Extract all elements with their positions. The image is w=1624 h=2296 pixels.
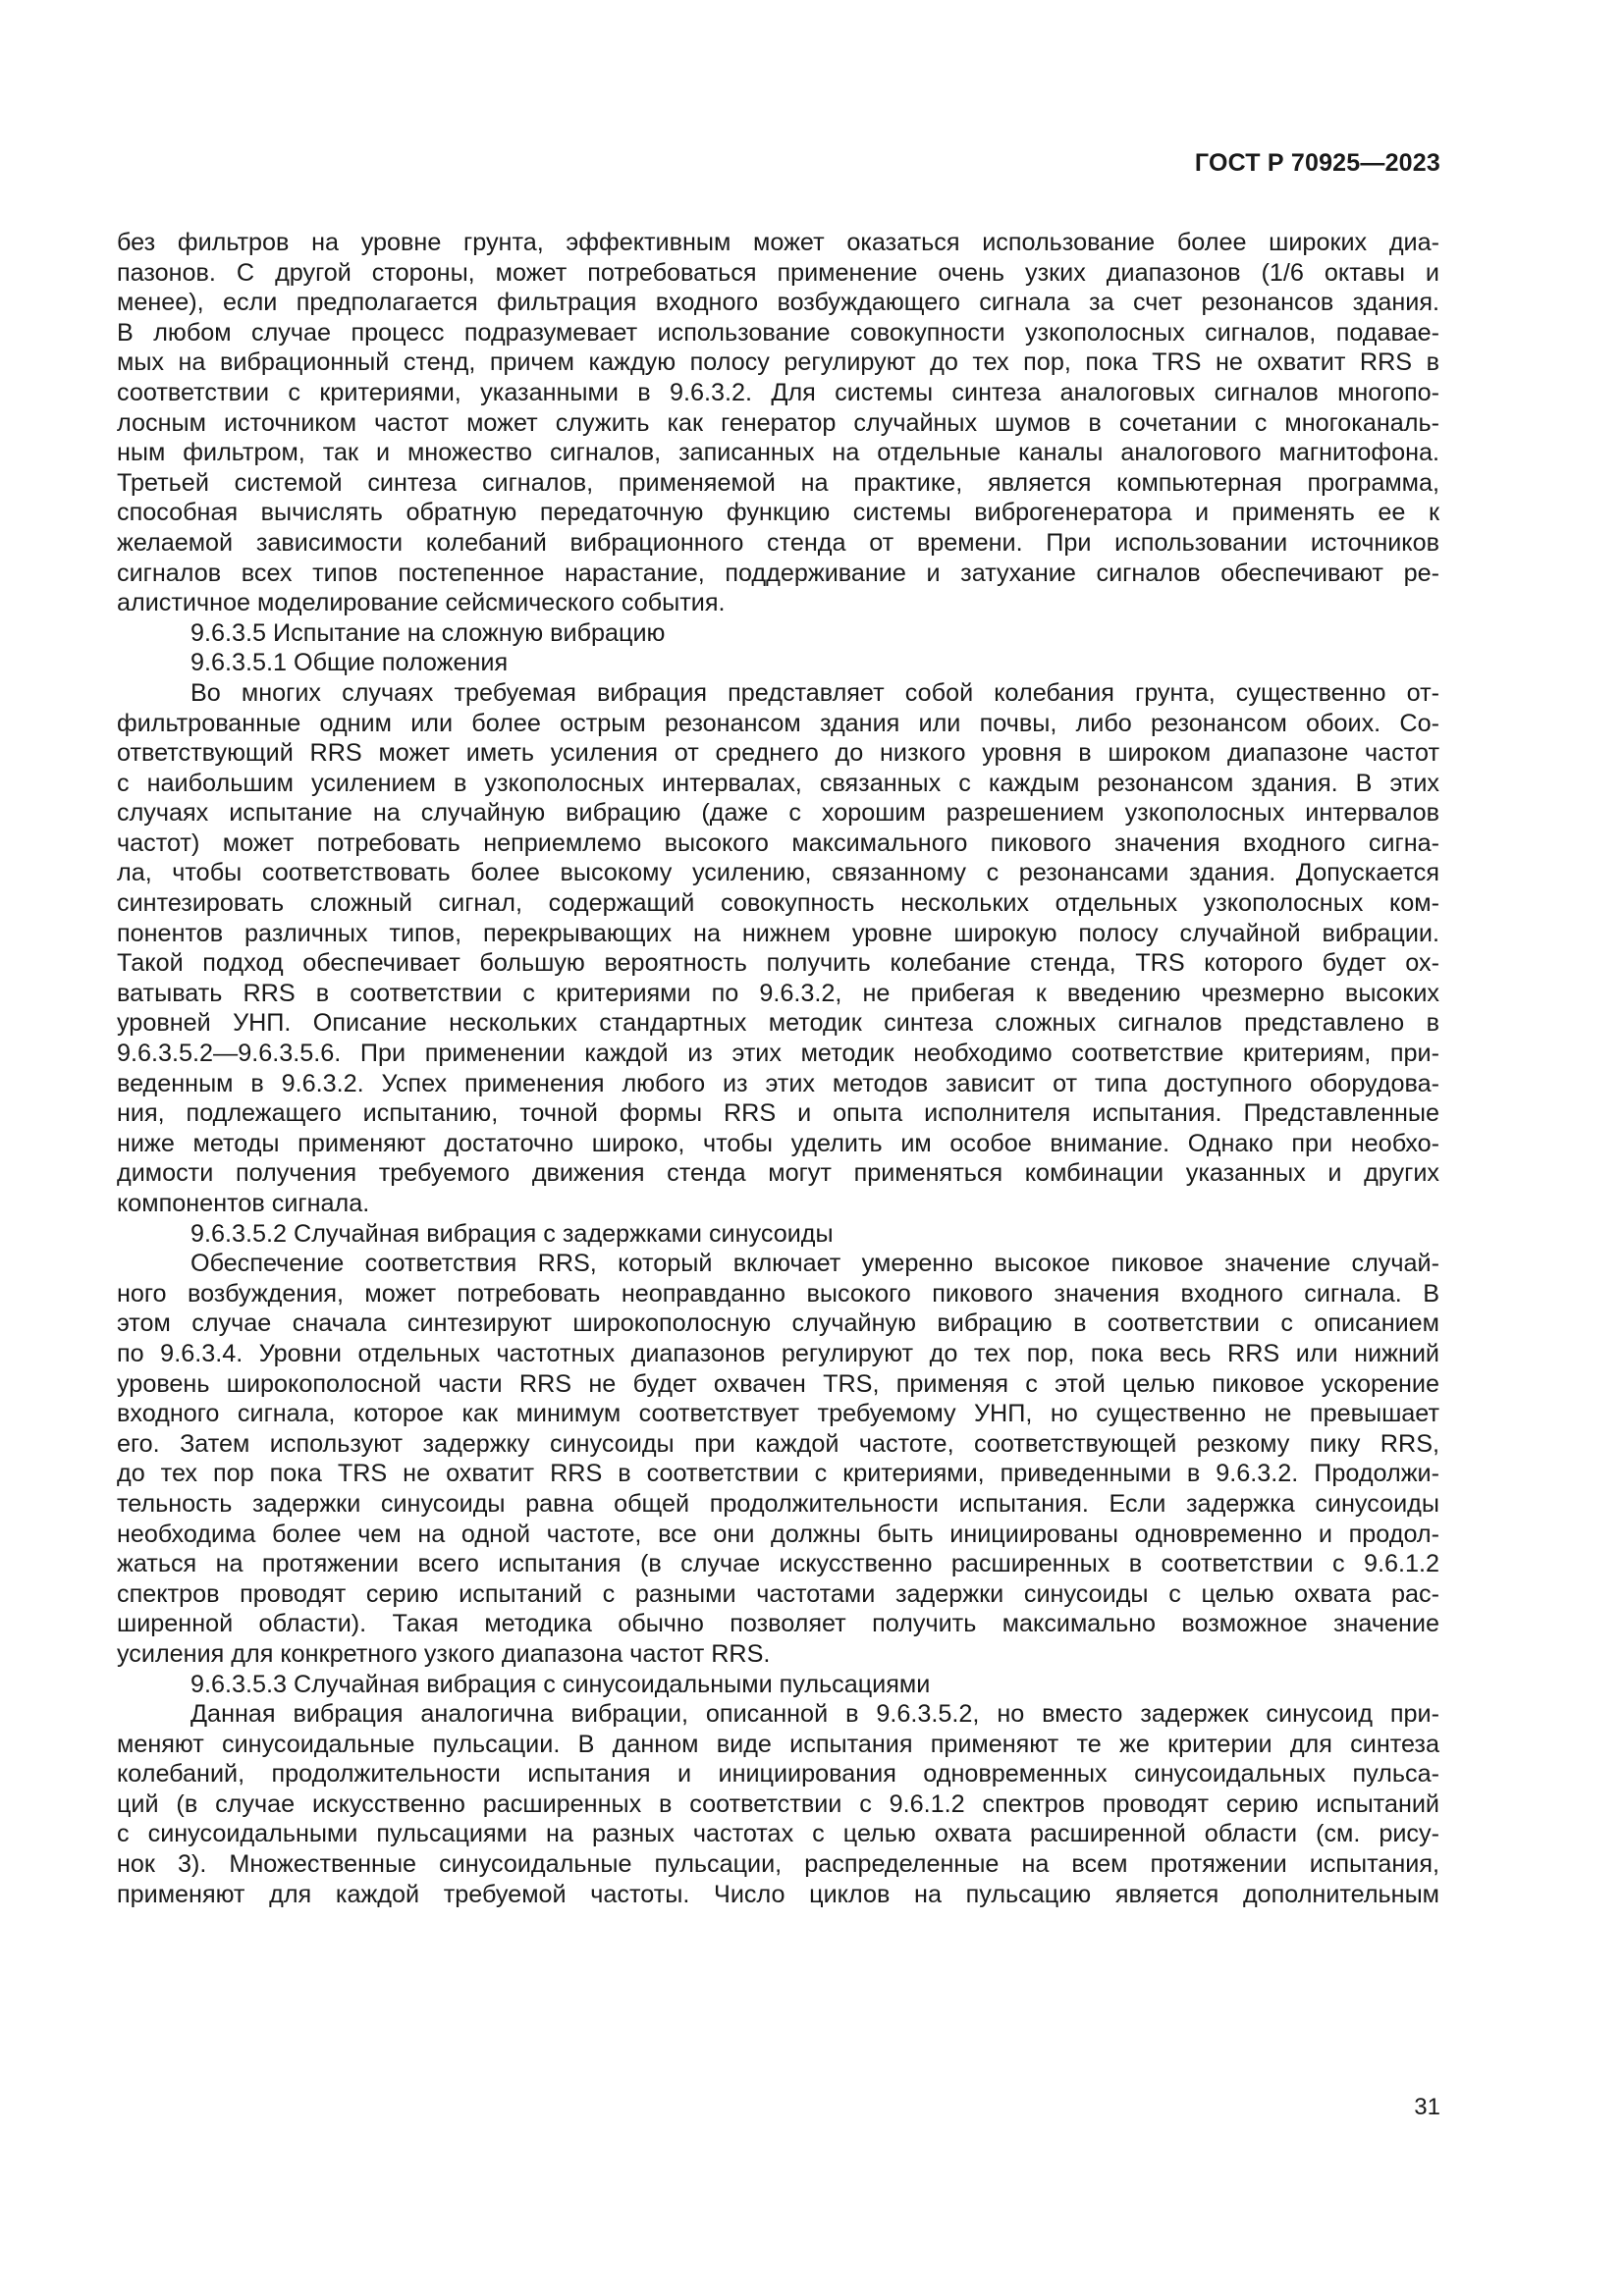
section-heading: 9.6.3.5.2 Случайная вибрация с задержками синусоиды [190, 1219, 834, 1248]
text-line: желаемой зависимости колебаний вибрационного стенда от времени. При использовании источников [117, 528, 1439, 557]
text-line: Обеспечение соответствия RRS, который включает умеренно высокое пиковое значение случай- [190, 1250, 1439, 1278]
text-line: менее), если предполагается фильтрация входного возбуждающего сигнала за счет резонансов здания. [117, 289, 1439, 317]
text-line: димости получения требуемого движения стенда могут применяться комбинации указанных и других [117, 1159, 1439, 1188]
text-line: алистичное моделирование сейсмического события. [117, 589, 726, 617]
text-line: колебаний, продолжительности испытания и инициирования одновременных синусоидальных пульса- [117, 1760, 1439, 1789]
text-line: В любом случае процесс подразумевает использование совокупности узкополосных сигналов, подавае- [117, 318, 1439, 347]
text-line: ватывать RRS в соответствии с критериями по 9.6.3.2, не прибегая к введению чрезмерно высоких [117, 979, 1439, 1007]
text-line: Такой подход обеспечивает большую вероятность получить колебание стенда, TRS которого будет ох- [117, 949, 1439, 978]
text-line: усиления для конкретного узкого диапазона частот RRS. [117, 1639, 771, 1668]
text-line: ния, подлежащего испытанию, точной формы RRS и опыта исполнителя испытания. Представленные [117, 1099, 1439, 1128]
text-line: ного возбуждения, может потребовать неоправданно высокого пикового значения входного сигнала. В [117, 1279, 1439, 1308]
text-line: 9.6.3.5.2—9.6.3.5.6. При применении каждой из этих методик необходимо соответствие критериям, при- [117, 1040, 1439, 1068]
text-line: компонентов сигнала. [117, 1190, 370, 1217]
section-heading: 9.6.3.5.1 Общие положения [190, 649, 509, 677]
text-line: тельность задержки синусоиды равна общей продолжительности испытания. Если задержка синусоиды [117, 1489, 1439, 1518]
text-line: входного сигнала, которое как минимум соответствует требуемому УНП, но существенно не превышает [117, 1400, 1439, 1428]
text-line: нок 3). Множественные синусоидальные пульсации, распределенные на всем протяжении испытания, [117, 1850, 1439, 1879]
text-line: с наибольшим усилением в узкополосных интервалах, связанных с каждым резонансом здания. В этих [117, 769, 1439, 797]
document-body [117, 228, 1439, 1909]
text-line: меняют синусоидальные пульсации. В данном виде испытания применяют те же критерии для синтеза [117, 1730, 1439, 1758]
text-line: сигналов всех типов постепенное нарастание, поддерживание и затухание сигналов обеспечивают ре- [117, 559, 1439, 587]
text-line: пазонов. С другой стороны, может потребоваться применение очень узких диапазонов (1/6 октавы и [117, 258, 1439, 287]
text-line: жаться на протяжении всего испытания (в случае искусственно расширенных в соответствии с 9.6.1.2 [117, 1550, 1439, 1578]
text-line: частот) может потребовать неприемлемо высокого максимального пикового значения входного сигна- [117, 828, 1439, 857]
text-line: веденным в 9.6.3.2. Успех применения любого из этих методов зависит от типа доступного оборудова- [117, 1069, 1439, 1097]
text-line: уровень широкополосной части RRS не будет охвачен TRS, применяя с этой целью пиковое ускорение [117, 1369, 1439, 1398]
text-line: необходима более чем на одной частоте, все они должны быть инициированы одновременно и продол- [117, 1520, 1439, 1548]
text-line: ций (в случае искусственно расширенных в соответствии с 9.6.1.2 спектров проводят серию испытаний [117, 1789, 1439, 1818]
document-header-standard-id: ГОСТ Р 70925—2023 [1194, 149, 1440, 177]
text-line: ным фильтром, так и множество сигналов, записанных на отдельные каналы аналогового магнитофона. [117, 439, 1439, 467]
paragraph [117, 678, 1439, 1219]
text-line: ответствующий RRS может иметь усиления от среднего до низкого уровня в широком диапазоне частот [117, 739, 1439, 768]
text-line: ла, чтобы соответствовать более высокому усилению, связанному с резонансами здания. Допускается [117, 859, 1439, 887]
text-line: ниже методы применяют достаточно широко, чтобы уделить им особое внимание. Однако при необхо- [117, 1129, 1439, 1157]
text-line: по 9.6.3.4. Уровни отдельных частотных диапазонов регулируют до тех пор, пока весь RRS или нижний [117, 1339, 1439, 1367]
text-line: фильтрованные одним или более острым резонансом здания или почвы, либо резонансом обоих. Со- [117, 709, 1439, 737]
text-line: его. Затем используют задержку синусоиды при каждой частоте, соответствующей резкому пику RRS, [117, 1429, 1439, 1458]
text-line: мых на вибрационный стенд, причем каждую полосу регулируют до тех пор, пока TRS не охватит RRS в [117, 348, 1439, 377]
text-line: Во многих случаях требуемая вибрация представляет собой колебания грунта, существенно от- [190, 678, 1439, 707]
text-line: случаях испытание на случайную вибрацию (даже с хорошим разрешением узкополосных интервалов [117, 799, 1439, 828]
text-line: синтезировать сложный сигнал, содержащий совокупность нескольких отдельных узкополосных ком- [117, 889, 1439, 918]
text-line: спектров проводят серию испытаний с разными частотами задержки синусоиды с целью охвата рас- [117, 1579, 1439, 1608]
paragraph [117, 1699, 1439, 1909]
text-line: лосным источником частот может служить как генератор случайных шумов в сочетании с многоканаль- [117, 408, 1439, 437]
text-line: ширенной области). Такая методика обычно позволяет получить максимально возможное значение [117, 1610, 1439, 1638]
text-line: понентов различных типов, перекрывающих на нижнем уровне широкую полосу случайной вибрации. [117, 919, 1439, 947]
paragraph [117, 1249, 1439, 1669]
text-line: этом случае сначала синтезируют широкополосную случайную вибрацию в соответствии с описанием [117, 1309, 1439, 1338]
text-line: соответствии с критериями, указанными в 9.6.3.2. Для системы синтеза аналоговых сигналов многопо- [117, 378, 1439, 406]
text-line: до тех пор пока TRS не охватит RRS в соответствии с критериями, приведенными в 9.6.3.2. Продолжи- [117, 1460, 1439, 1488]
section-heading: 9.6.3.5.3 Случайная вибрация с синусоидальными пульсациями [190, 1670, 931, 1698]
text-line: применяют для каждой требуемой частоты. Число циклов на пульсацию является дополнительным [117, 1880, 1439, 1908]
text-line: без фильтров на уровне грунта, эффективным может оказаться использование более широких диа- [117, 229, 1439, 256]
section-heading: 9.6.3.5 Испытание на сложную вибрацию [190, 618, 666, 647]
text-line: с синусоидальными пульсациями на разных частотах с целью охвата расширенной области (см. рису- [117, 1820, 1439, 1848]
text-line: Третьей системой синтеза сигналов, применяемой на практике, является компьютерная программа, [117, 468, 1439, 497]
page-number: 31 [1414, 2094, 1440, 2120]
text-line: уровней УНП. Описание нескольких стандартных методик синтеза сложных сигналов представлено в [117, 1009, 1439, 1038]
paragraph [117, 228, 1439, 618]
text-line: способная вычислять обратную передаточную функцию системы виброгенератора и применять ее к [117, 499, 1439, 527]
text-line: Данная вибрация аналогична вибрации, описанной в 9.6.3.5.2, но вместо задержек синусоид при- [190, 1700, 1439, 1729]
